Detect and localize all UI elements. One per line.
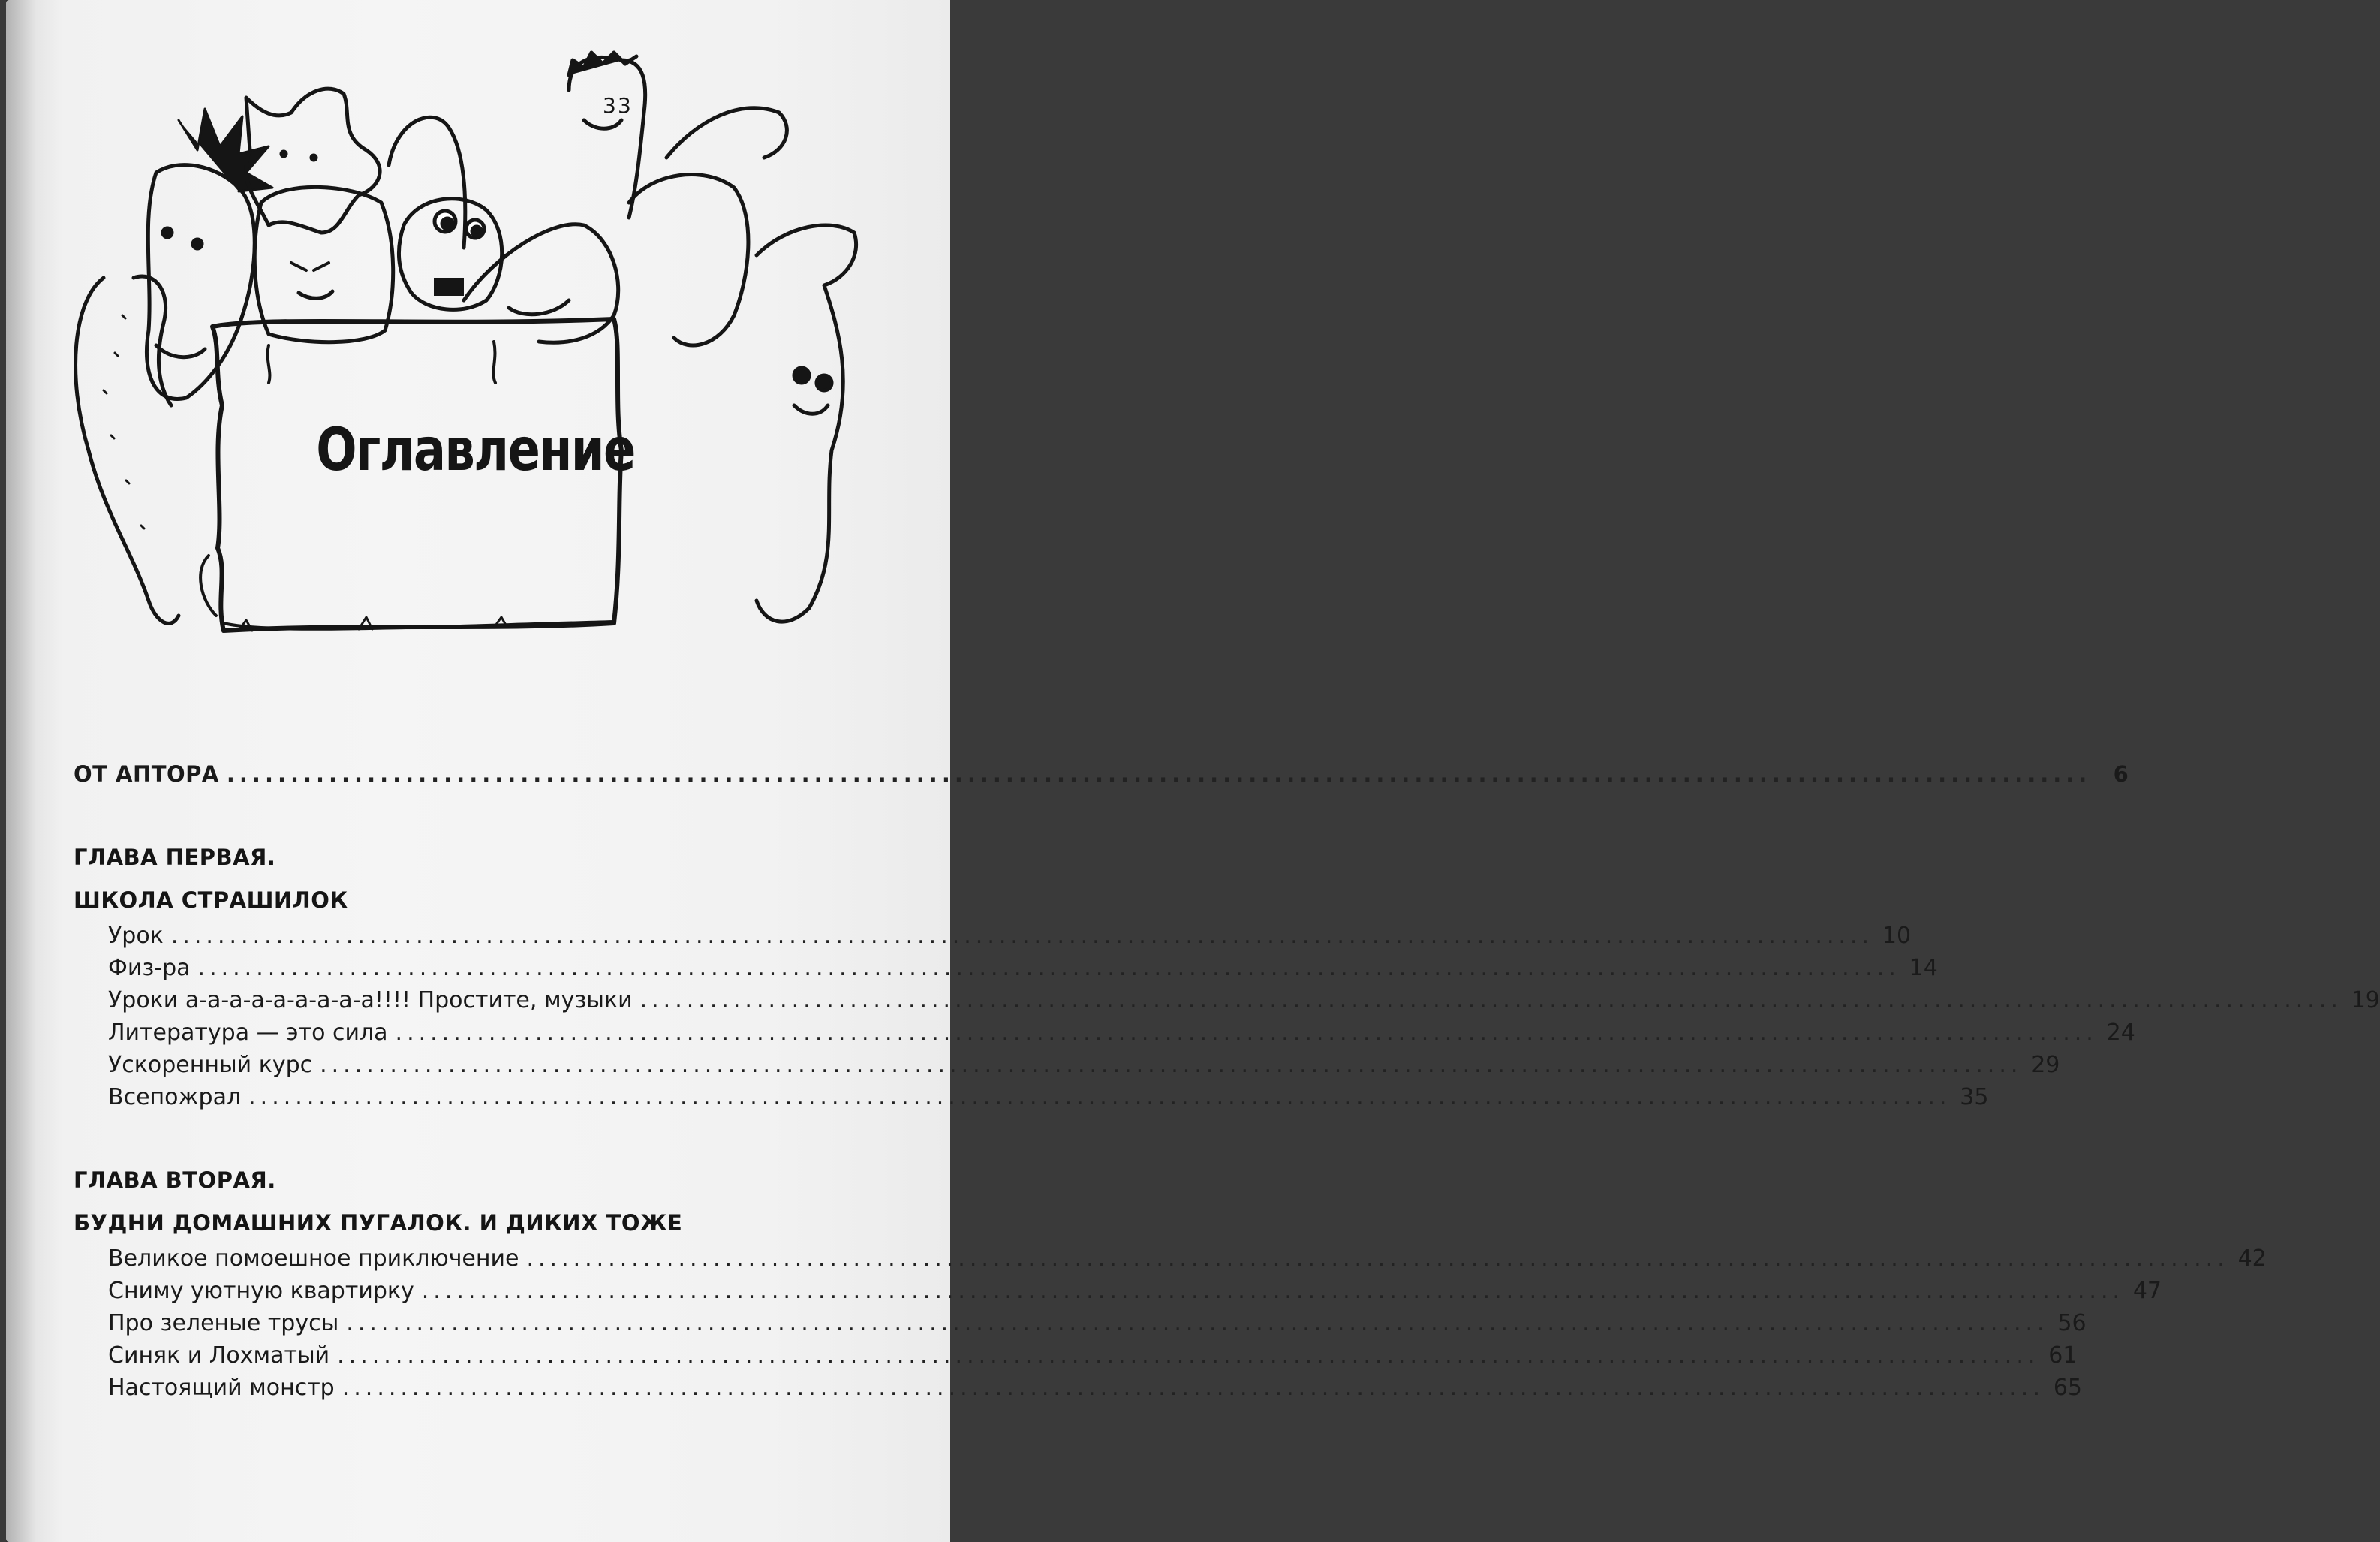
toc-page-number: 42: [2237, 1245, 2267, 1272]
chapter-section-2: [74, 1157, 2267, 1404]
leader-dots: ..................................................................................................................................................: [346, 1310, 2049, 1336]
svg-text:3: 3: [603, 93, 616, 118]
leader-dots: ..................................................................................................................................................: [248, 1084, 1951, 1110]
leader-dots: ..................................................................................................................................................: [337, 1342, 2040, 1369]
leader-dots: ..................................................................................................................................................: [395, 1019, 2098, 1046]
toc-entry[interactable]: [108, 1016, 2135, 1049]
toc-entry[interactable]: [108, 1242, 2267, 1275]
toc-page-number: 65: [2053, 1375, 2082, 1401]
toc-entry-label: Всепожрал: [108, 1084, 242, 1110]
toc-entry-label: Великое помоешное приключение: [108, 1245, 519, 1272]
toc-entry-label: Сниму уютную квартирку: [108, 1278, 414, 1304]
toc-entry[interactable]: [108, 1049, 2060, 1081]
chapter-heading[interactable]: ГЛАВА ПЕРВАЯ.: [74, 845, 276, 870]
toc-page-number: 24: [2106, 1019, 2135, 1046]
toc-entry[interactable]: [108, 1339, 2078, 1372]
toc-page-number: 14: [1909, 955, 1938, 981]
leader-dots: ..................................................................................................................................................: [639, 987, 2342, 1013]
toc-entry-label: Ускоренный курс: [108, 1052, 313, 1078]
leader-dots: ..................................................................................................................................................: [526, 1245, 2229, 1272]
leader-dots: ..................................................................................................................................................: [226, 761, 2092, 787]
toc-entry-label: ОТ АПТОРА: [74, 761, 219, 787]
leader-dots: ..................................................................................................................................................: [170, 923, 1874, 949]
leader-dots: ..................................................................................................................................................: [197, 955, 1900, 981]
page-gutter-shadow: [6, 0, 36, 1542]
toc-entry[interactable]: [108, 984, 2380, 1016]
toc-entry-label: Уроки а-а-а-а-а-а-а-а-а!!!! Простите, музыки: [108, 987, 633, 1013]
page-title: Оглавление: [316, 417, 635, 484]
toc-entry-intro[interactable]: [74, 758, 2129, 791]
toc-page-number: 29: [2031, 1052, 2060, 1078]
toc-entry-label: Про зеленые трусы: [108, 1310, 339, 1336]
chapter-subheading[interactable]: БУДНИ ДОМАШНИХ ПУГАЛОК. И ДИКИХ ТОЖЕ: [74, 1210, 683, 1236]
toc-entry[interactable]: [108, 952, 1938, 984]
toc-entry[interactable]: [108, 1372, 2082, 1404]
toc-entry-label: Урок: [108, 923, 164, 949]
svg-text:3: 3: [618, 93, 631, 118]
toc-entry[interactable]: [108, 1307, 2087, 1339]
chapter-subheading[interactable]: ШКОЛА СТРАШИЛОК: [74, 887, 348, 913]
toc-entry-label: Физ-ра: [108, 955, 191, 981]
toc-page-number: 61: [2048, 1342, 2078, 1369]
toc-entry[interactable]: [108, 1275, 2162, 1307]
toc-page-number: 56: [2057, 1310, 2087, 1336]
toc-entry-label: Синяк и Лохматый: [108, 1342, 330, 1369]
chapter-section-1: [74, 834, 2380, 1113]
toc-page-number: 19: [2351, 987, 2380, 1013]
chapter-heading[interactable]: ГЛАВА ВТОРАЯ.: [74, 1167, 276, 1193]
toc-page-number: 47: [2132, 1278, 2162, 1304]
toc-entry-label: Настоящий монстр: [108, 1375, 335, 1401]
toc-page-number: 10: [1882, 923, 1912, 949]
chapter-items: [74, 920, 2380, 1113]
toc-entry[interactable]: [108, 920, 1912, 952]
leader-dots: ..................................................................................................................................................: [320, 1052, 2023, 1078]
table-of-contents: [74, 758, 2380, 1404]
toc-entry-label: Литература — это сила: [108, 1019, 388, 1046]
leader-dots: ..................................................................................................................................................: [421, 1278, 2125, 1304]
leader-dots: ..................................................................................................................................................: [342, 1375, 2045, 1401]
toc-page-number: 35: [1960, 1084, 1989, 1110]
chapter-items: [74, 1242, 2267, 1404]
toc-entry[interactable]: [108, 1081, 1989, 1113]
toc-page-number: 6: [2113, 761, 2129, 787]
book-page: [6, 0, 2380, 1542]
monster-crowd-illustration: [44, 30, 869, 646]
